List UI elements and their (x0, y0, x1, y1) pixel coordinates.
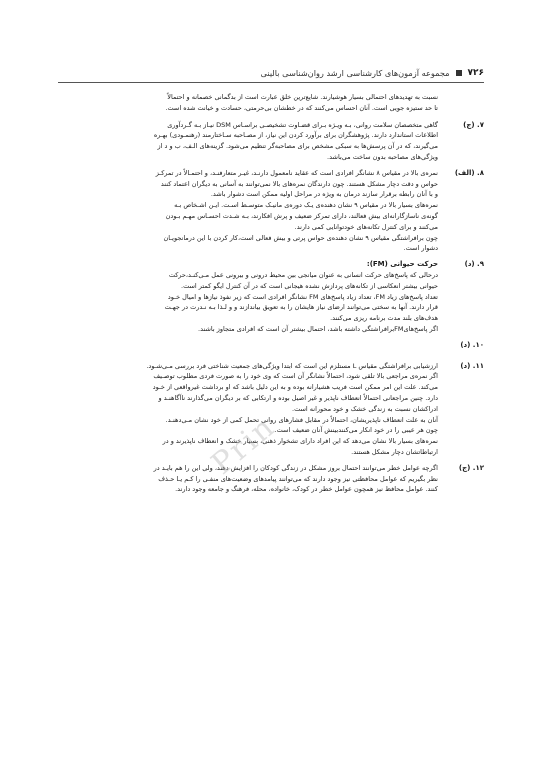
running-header (58, 66, 484, 80)
item-content: نمره‌ی بالا در مقیاس ۸ نشانگر افرادی است که عقاید نامعمول دارنـد، غیـر متعارفنـد، و احتمـالاً در تمرکـز حواس و دقت دچار مشکل هستند. چون دارندگان نمره‌های بالا نمی‌توانند به آسانی به دیگران اعتماد کنند و با آنان رابطه برقرار سازند درمان به ویژه در مراحل اولیه ممکن است دشوار باشد. نمره‌های بسیار بالا در مقیاس ۹ نشان دهنده‌ی یـک دوره‌ی مانیـک متوسـط اسـت. ایـن اشـخاص بـه گونه‌ی ناسازگارانه‌ای بیش فعالند، دارای تمرکز ضعیف و پرش افکارند، بـه شـدت احسـاس مهـم بـودن می‌کنند و برای کنترل تکانه‌های خودتوانایی کمی دارند. چون برافراشتگی مقیاس ۹ نشان دهنده‌ی حواس پرتی و بیش فعالی است،کار کردن با این درمانجویـان دشوار است. (155, 168, 438, 253)
item-number: ۸. (الف) (454, 168, 484, 177)
book-title: مجموعه آزمون‌های کارشناسی ارشد روان‌شناسی بالینی (260, 68, 450, 78)
answer-item (58, 168, 484, 254)
item-number: ۱۰. (د) (460, 340, 484, 349)
item-content: ارزشیابی برافراشتگی مقیاس L مستلزم این است که ابتدا ویژگی‌های جمعیت شناختی فرد بررسی مـی‌شـود. اگر نمره‌ی مراجعی بالا تلقی شود، احتمالاً نشانگر آن است که وی خود را به صورت فردی مطلوب توصـیف می‌کند. علت این امر ممکن است فریب هشیارانه بوده و به این دلیل باشد که او برداشت غیرواقعی از خـود دارد. چنین مراجعانی احتمالاً انعطاف ناپذیر و غیر اصیل بوده و ارتکابی که بر دیگران می‌گذارند ناآگاهنـد و ادراکشان نسبت به زندگی خشک و خود محورانه است. آنان به علت انعطاف ناپذیریشان، احتمالاً در مقابل فشارهای روانی تحمل کمی از خود نشان مـی‌دهنـد. چون هر عیبی را در خود انکار می‌کنندبینش آنان ضعیف است. نمره‌های بسیار بالا نشان می‌دهد که این افراد دارای تشخوار ذهنی، بسیار خشک و انعطاف ناپذیرند و در ارتباطاتشان دچار مشکل هستند. (146, 361, 438, 456)
page-number: ۷۲۶ (467, 68, 484, 78)
item-number: ۱۱. (د) (460, 361, 484, 370)
section-heading: حرکت حیوانی (FM): (366, 260, 438, 269)
header-rule (58, 82, 484, 83)
answer-item (58, 340, 484, 351)
item-content: اگرچه عوامل خطر می‌توانند احتمال بروز مشکل در زندگی کودکان را افزایش دهند، ولی این را هم بایـد در نظر بگیریم که عوامل محافظتی نیز وجود دارند که می‌توانند پیامدهای وضعیت‌های منفـی را کـم یـا حـذف کنند. عوامل محافظ نیز همچون عوامل خطر در کودک، خانواده، محله، فرهنگ و جامعه وجود دارند. (153, 463, 438, 494)
item-number: ۹. (د) (464, 260, 484, 269)
answer-item (58, 463, 484, 495)
item-number: ۷. (ج) (463, 120, 484, 129)
item-number: ۱۲. (ج) (458, 463, 484, 472)
item-content (58, 340, 438, 351)
item-content: حرکت حیوانی (FM): درحالی که پاسخ‌های حرکت انسانی به عنوان میانجی بین محیط درونی و بیرونی عمل مـی‌کنـد،حرکت حیوانی بیشتر انعکاسی از تکانه‌های پردازش نشده هیجانی است که در آن کنترل ایگو کمتر است. تعداد پاسخ‌های زیاد FM، تعداد زیاد پاسخ‌های FM نشانگر افرادی است که زیر نفوذ نیازها و امیال خـود قرار دارند. آنها به سختی می‌توانند ارضای نیاز هایشان را به تعویق بیاندازند و و لـذا بـه نـدرت در جهـت هدف‌های بلند مدت برنامه ریزی می‌کنند. اگر پاسخ‌هایFMبرافراشتگی داشته باشد، احتمال بیشتر آن است که افرادی متجاوز باشند. (58, 259, 438, 335)
watermark: Prin (205, 409, 283, 482)
item-content: گاهی متخصصان سلامت روانی، بـه ویـژه بـرای قضـاوت تشخیصـی براسـاس DSM نیـاز بـه گـردآوری اطلاعات استاندارد دارند. پژوهشگران برای برآورد کردن این نیاز، از مصـاحبه سـاختارمند (رهنمـودی) بهـره می‌گیرند، که در آن پرسش‌ها به سبکی مشخص برای مصاحبه‌گر تنظیم می‌شود. گزینه‌های الـف، ب و د از ویژگی‌های مصاحبه بدون ساخت می‌باشد. (153, 120, 438, 161)
continuation-paragraph: نسبت به تهدیدهای احتمالی بسیار هوشیارند. شایع‌ترین خلق عبارت است از بدگمانی خصمانه و احتمالاً تا حد ستیزه جویی است. آنان احساس می‌کنند که در خطشان بی‌حرمتی، حسادت و خیانت شده است. (165, 93, 438, 112)
answer-item (58, 259, 484, 335)
square-bullet-icon (456, 70, 462, 76)
answer-item (58, 120, 484, 163)
